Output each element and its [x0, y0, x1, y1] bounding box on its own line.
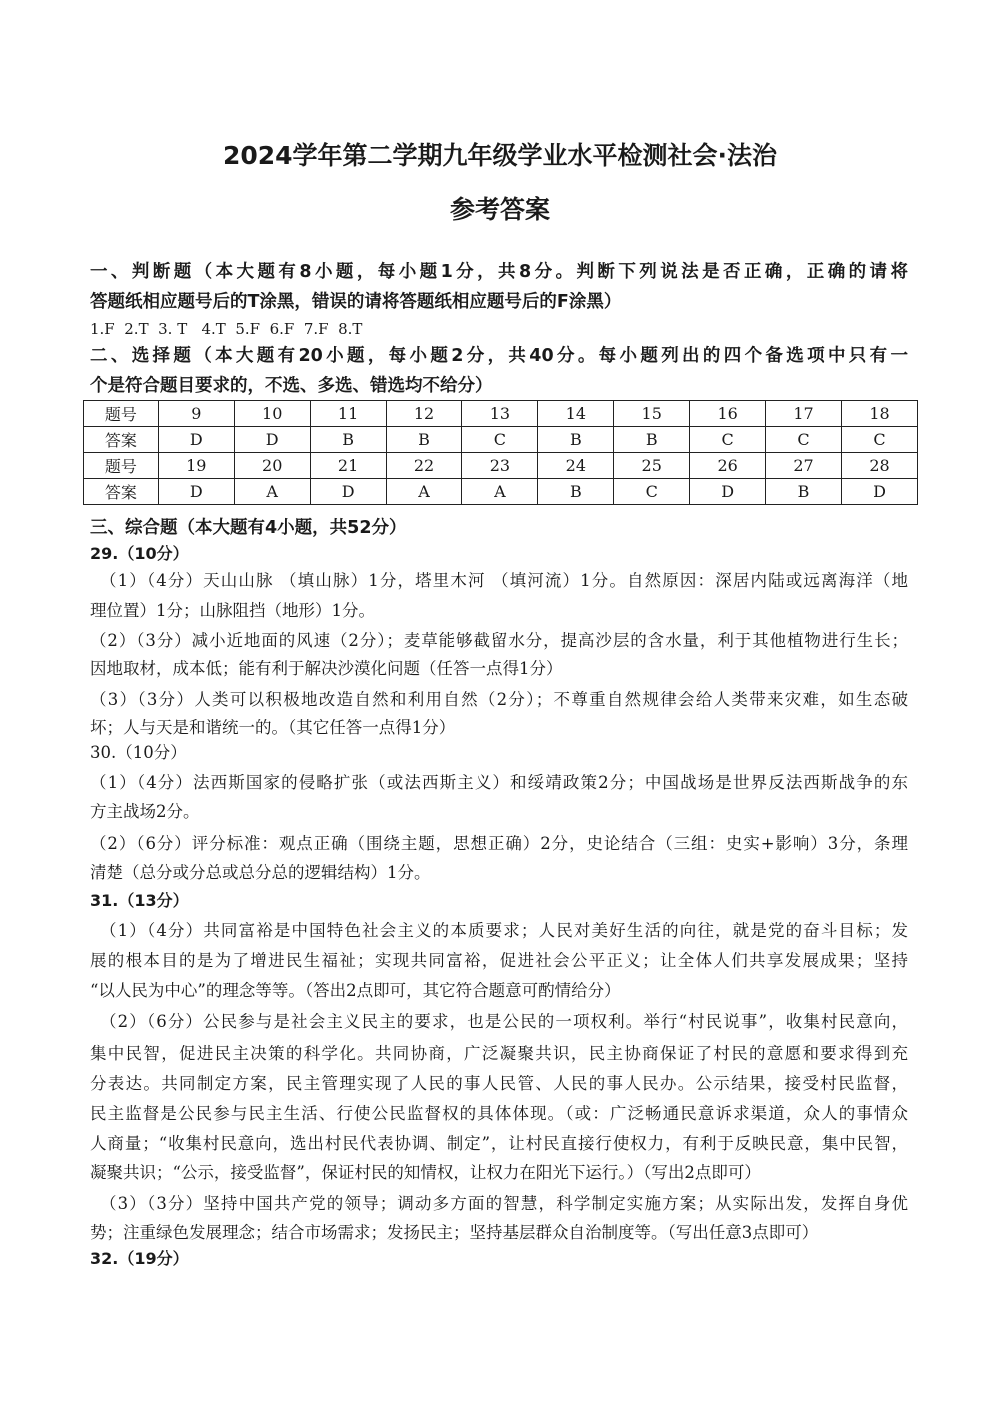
table-cell: 15 — [614, 401, 690, 427]
table-cell: D — [310, 479, 386, 505]
answer-line: （1）（4分）共同富裕是中国特色社会主义的本质要求；人民对美好生活的向往，就是党的奋斗目标；发 — [100, 921, 908, 940]
answer-line: “以人民为中心”的理念等等。（答出2点即可，其它符合题意可酌情给分） — [90, 981, 621, 1000]
table-cell: B — [538, 479, 614, 505]
table-cell: 21 — [310, 453, 386, 479]
section2-heading: 二、选择题（本大题有20小题，每小题2分，共40分。每小题列出的四个备选项中只有一 — [90, 346, 908, 366]
table-cell: 19 — [158, 453, 234, 479]
answer-line: （1）（4分）法西斯国家的侵略扩张（或法西斯主义）和绥靖政策2分；中国战场是世界反法西斯战争的东 — [90, 773, 908, 792]
table-cell: D — [158, 479, 234, 505]
answer-line: （3）（3分）人类可以积极地改造自然和利用自然（2分）；不尊重自然规律会给人类带来灾难，如生态破 — [90, 690, 908, 709]
document-title: 2024学年第二学期九年级学业水平检测社会·法治 — [222, 141, 778, 170]
row-header-cell: 答案 — [84, 427, 159, 453]
table-cell: 26 — [690, 453, 766, 479]
question-label: 29.（10分） — [90, 544, 189, 563]
answer-line: 理位置）1分；山脉阻挡（地形）1分。 — [90, 601, 375, 620]
table-cell: C — [766, 427, 842, 453]
table-cell: A — [462, 479, 538, 505]
section2-heading: 个是符合题目要求的，不选、多选、错选均不给分） — [90, 376, 493, 396]
answer-line: （2）（6分）评分标准：观点正确（围绕主题，思想正确）2分，史论结合（三组：史实+影响）3分，条理 — [90, 834, 908, 853]
table-cell: D — [158, 427, 234, 453]
table-cell: 17 — [766, 401, 842, 427]
table-cell: D — [842, 479, 918, 505]
table-row — [84, 427, 918, 453]
row-header-cell: 答案 — [84, 479, 159, 505]
table-cell: 20 — [234, 453, 310, 479]
answer-line: （2）（3分）减小近地面的风速（2分）；麦草能够截留水分，提高沙层的含水量，利于其他植物进行生长； — [90, 631, 908, 650]
table-cell: 16 — [690, 401, 766, 427]
table-cell: 22 — [386, 453, 462, 479]
answer-line: 民主监督是公民参与民主生活、行使公民监督权的具体体现。（或：广泛畅通民意诉求渠道，众人的事情众 — [90, 1104, 908, 1123]
table-cell: 23 — [462, 453, 538, 479]
table-cell: 12 — [386, 401, 462, 427]
answer-line: （3）（3分）坚持中国共产党的领导；调动多方面的智慧，科学制定实施方案；从实际出发，发挥自身优 — [100, 1194, 908, 1213]
answer-line: （1）（4分）天山山脉 （填山脉）1分，塔里木河 （填河流）1分。自然原因：深居内陆或远离海洋（地 — [100, 571, 908, 590]
table-cell: D — [690, 479, 766, 505]
question-label: 31.（13分） — [90, 891, 189, 910]
table-cell: C — [462, 427, 538, 453]
table-cell: B — [538, 427, 614, 453]
table-cell: 28 — [842, 453, 918, 479]
table-row — [84, 401, 918, 427]
table-cell: A — [386, 479, 462, 505]
answer-line: 势；注重绿色发展理念；结合市场需求；发扬民主；坚持基层群众自治制度等。（写出任意3点即可） — [90, 1223, 819, 1242]
answer-line: 清楚（总分或分总或总分总的逻辑结构）1分。 — [90, 863, 431, 882]
row-header-cell: 题号 — [84, 401, 159, 427]
answer-line: （2）（6分）公民参与是社会主义民主的要求，也是公民的一项权利。举行“村民说事”，收集村民意向， — [100, 1012, 908, 1031]
answer-line: 分表达。共同制定方案，民主管理实现了人民的事人民管、人民的事人民办。公示结果，接受村民监督， — [90, 1074, 908, 1093]
table-cell: 14 — [538, 401, 614, 427]
table-cell: 9 — [158, 401, 234, 427]
table-cell: 13 — [462, 401, 538, 427]
table-cell: 27 — [766, 453, 842, 479]
section1-answers: 1.F 2.T 3. T 4.T 5.F 6.F 7.F 8.T — [90, 320, 363, 338]
table-cell: C — [842, 427, 918, 453]
row-header-cell: 题号 — [84, 453, 159, 479]
question-label: 32.（19分） — [90, 1249, 189, 1268]
table-row — [84, 453, 918, 479]
table-cell: 25 — [614, 453, 690, 479]
table-row — [84, 479, 918, 505]
table-cell: B — [766, 479, 842, 505]
table-cell: B — [310, 427, 386, 453]
document-subtitle: 参考答案 — [449, 195, 550, 224]
table-cell: C — [614, 479, 690, 505]
section3-heading: 三、综合题（本大题有4小题，共52分） — [90, 518, 407, 538]
table-cell: A — [234, 479, 310, 505]
table-cell: B — [614, 427, 690, 453]
answer-line: 展的根本目的是为了增进民生福祉；实现共同富裕，促进社会公平正义；让全体人们共享发展成果；坚持 — [90, 951, 908, 970]
table-cell: D — [234, 427, 310, 453]
answer-line: 集中民智，促进民主决策的科学化。共同协商，广泛凝聚共识，民主协商保证了村民的意愿和要求得到充 — [90, 1044, 908, 1063]
table-cell: 11 — [310, 401, 386, 427]
table-cell: 18 — [842, 401, 918, 427]
answer-line: 因地取材，成本低；能有利于解决沙漠化问题（任答一点得1分） — [90, 659, 563, 678]
answer-table — [83, 400, 918, 505]
table-cell: 24 — [538, 453, 614, 479]
table-cell: 10 — [234, 401, 310, 427]
answer-line: 方主战场2分。 — [90, 802, 200, 821]
question-label: 30.（10分） — [90, 743, 187, 762]
answer-line: 坏；人与天是和谐统一的。（其它任答一点得1分） — [90, 718, 456, 737]
section1-heading: 答题纸相应题号后的T涂黑，错误的请将答题纸相应题号后的F涂黑） — [90, 292, 622, 312]
section1-heading: 一、判断题（本大题有8小题，每小题1分，共8分。判断下列说法是否正确，正确的请将 — [90, 262, 908, 282]
answer-line: 人商量；“收集村民意向，选出村民代表协调、制定”，让村民直接行使权力，有利于反映民意，集中民智， — [90, 1134, 908, 1153]
table-cell: B — [386, 427, 462, 453]
answer-line: 凝聚共识；“公示，接受监督”，保证村民的知情权，让权力在阳光下运行。）（写出2点即可） — [90, 1163, 761, 1182]
table-cell: C — [690, 427, 766, 453]
